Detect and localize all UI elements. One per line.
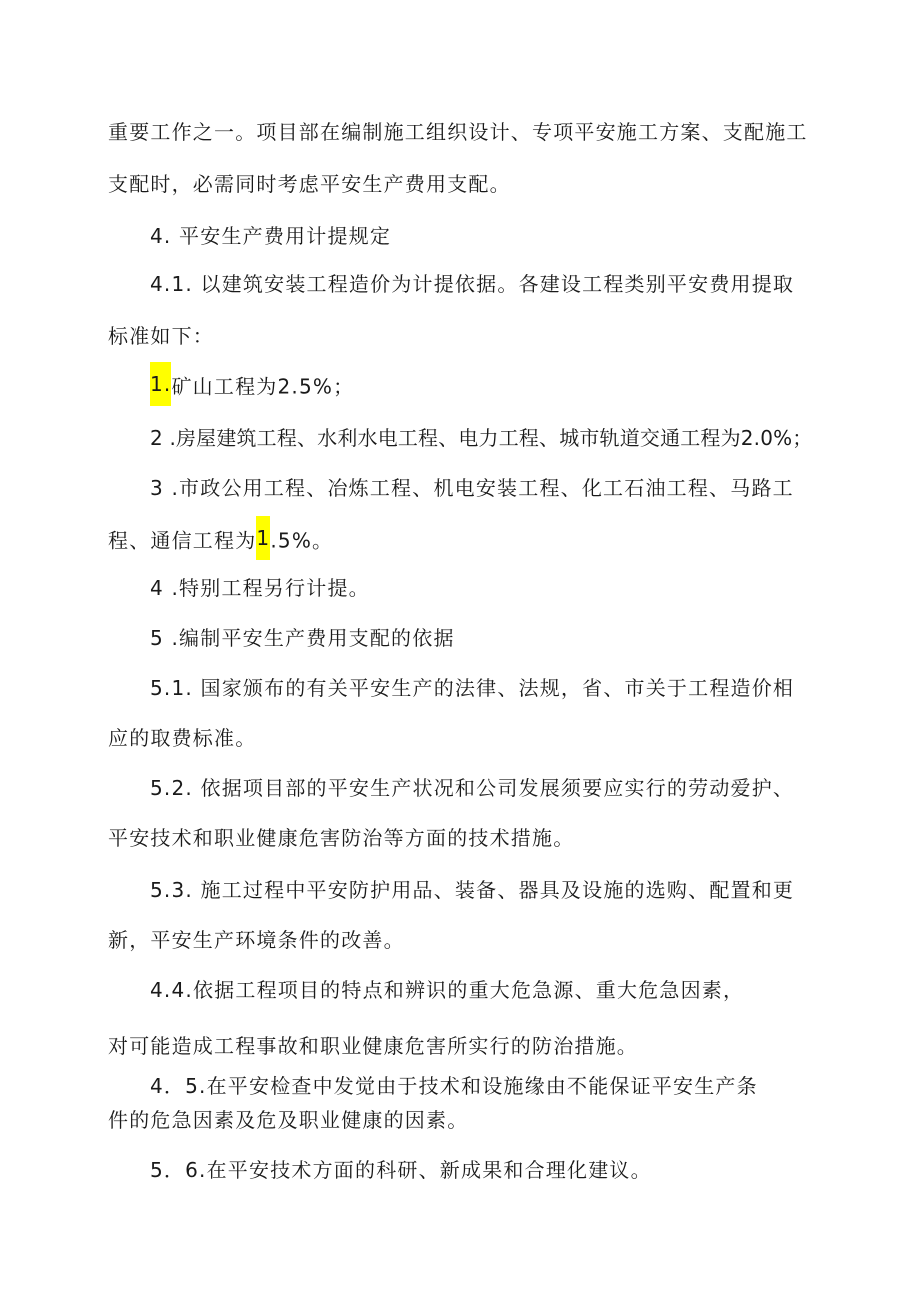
list-item-continuation	[108, 524, 333, 560]
list-item-text: .5%。	[270, 528, 334, 553]
paragraph-line: 4.1. 以建筑安装工程造价为计提依据。各建设工程类别平安费用提取	[150, 272, 795, 296]
list-item: 3 .市政公用工程、冶炼工程、机电安装工程、化工石油工程、马路工	[150, 476, 794, 500]
paragraph-line: 5.3. 施工过程中平安防护用品、装备、器具及设施的选购、配置和更	[150, 878, 795, 902]
paragraph-line: 应的取费标准。	[108, 726, 257, 750]
list-item: 2 .房屋建筑工程、水利水电工程、电力工程、城市轨道交通工程为2.0%；	[150, 426, 813, 450]
paragraph-line: 5.2. 依据项目部的平安生产状况和公司发展须要应实行的劳动爱护、	[150, 776, 795, 800]
paragraph-line: 标准如下：	[108, 324, 214, 348]
paragraph-line: 支配时，必需同时考虑平安生产费用支配。	[108, 172, 511, 196]
list-item-text: 程、通信工程为	[108, 528, 257, 553]
list-item: 4 .特别工程另行计提。	[150, 576, 370, 600]
paragraph-line: 5.1. 国家颁布的有关平安生产的法律、法规，省、市关于工程造价相	[150, 676, 795, 700]
paragraph-line: 5．6.在平安技术方面的科研、新成果和合理化建议。	[150, 1158, 652, 1182]
paragraph-line: 件的危急因素及危及职业健康的因素。	[108, 1108, 469, 1132]
highlight-mark: 1	[256, 516, 270, 560]
highlight-mark: 1.	[150, 362, 171, 406]
list-item: 5 .编制平安生产费用支配的依据	[150, 626, 455, 650]
paragraph-line: 对可能造成工程事故和职业健康危害所实行的防治措施。	[108, 1034, 638, 1058]
paragraph-line: 4．5.在平安检查中发觉由于技术和设施缘由不能保证平安生产条	[150, 1074, 758, 1098]
paragraph-line: 新，平安生产环境条件的改善。	[108, 928, 405, 952]
paragraph-line: 平安技术和职业健康危害防治等方面的技术措施。	[108, 826, 575, 850]
paragraph-line: 重要工作之一。项目部在编制施工组织设计、专项平安施工方案、支配施工	[108, 120, 808, 144]
list-item	[150, 370, 354, 406]
paragraph-line: 4.4.依据工程项目的特点和辨识的重大危急源、重大危急因素，	[150, 978, 745, 1002]
list-item-text: 矿山工程为2.5%；	[171, 374, 355, 399]
section-heading: 4. 平安生产费用计提规定	[150, 224, 392, 248]
